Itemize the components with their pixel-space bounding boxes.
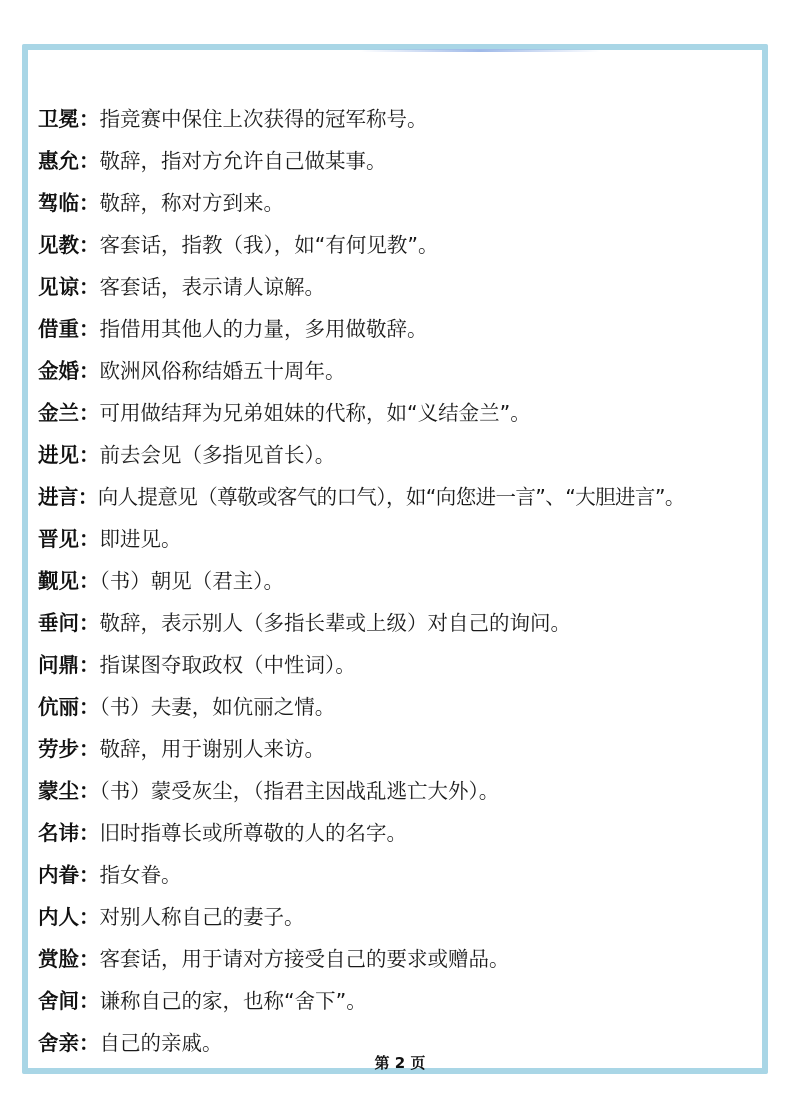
entry-term: 见教 (38, 233, 79, 257)
glossary-entry (38, 770, 768, 812)
entry-definition: 指借用其他人的力量，多用做敬辞。 (99, 317, 428, 341)
entry-term: 借重 (38, 317, 79, 341)
entry-term: 问鼎 (38, 653, 79, 677)
glossary-entry (38, 518, 768, 560)
glossary-entry (38, 728, 768, 770)
glossary-entry (38, 686, 768, 728)
entry-separator: ： (79, 233, 100, 257)
entry-term: 进言 (38, 485, 78, 509)
entry-separator: ： (79, 695, 100, 719)
entry-separator: ： (79, 191, 100, 215)
entry-separator: ： (79, 149, 100, 173)
entry-term: 垂问 (38, 611, 79, 635)
entry-definition: 谦称自己的家，也称“舍下”。 (99, 989, 367, 1013)
entry-definition: 指竞赛中保住上次获得的冠军称号。 (99, 107, 428, 131)
entry-definition: （书）夫妻，如伉丽之情。 (99, 695, 336, 719)
entry-definition: 敬辞，用于谢别人来访。 (99, 737, 325, 761)
glossary-entry (38, 476, 768, 518)
glossary-entry (38, 812, 768, 854)
entry-term: 舍间 (38, 989, 79, 1013)
entry-separator: ： (79, 653, 100, 677)
entry-separator: ： (79, 1031, 100, 1055)
entry-definition: 指女眷。 (99, 863, 182, 887)
entry-term: 伉丽 (38, 695, 79, 719)
entry-definition: 客套话，用于请对方接受自己的要求或赠品。 (99, 947, 510, 971)
entry-term: 晋见 (38, 527, 79, 551)
entry-term: 蒙尘 (38, 779, 79, 803)
glossary-entry (38, 854, 768, 896)
entry-term: 进见 (38, 443, 79, 467)
entry-separator: ： (79, 569, 100, 593)
glossary-entry (38, 308, 768, 350)
entry-definition: 客套话，指教（我），如“有何见教”。 (99, 233, 439, 257)
glossary-entry (38, 560, 768, 602)
entry-definition: 敬辞，称对方到来。 (99, 191, 284, 215)
entry-separator: ： (79, 401, 100, 425)
glossary-entry (38, 266, 768, 308)
entry-definition: 指谋图夺取政权（中性词）。 (99, 653, 356, 677)
entry-separator: ： (79, 359, 100, 383)
entry-separator: ： (77, 485, 98, 509)
entry-term: 见谅 (38, 275, 79, 299)
entry-separator: ： (79, 779, 100, 803)
glossary-entry (38, 896, 768, 938)
entry-definition: （书）朝见（君主）。 (99, 569, 284, 593)
page-number: 第 2 页 (374, 1054, 426, 1072)
entry-term: 觐见 (38, 569, 79, 593)
entry-separator: ： (79, 737, 100, 761)
entry-separator: ： (79, 905, 100, 929)
entry-definition: 敬辞，指对方允许自己做某事。 (99, 149, 387, 173)
entry-term: 劳步 (38, 737, 79, 761)
entry-definition: 旧时指尊长或所尊敬的人的名字。 (99, 821, 407, 845)
glossary-entry (38, 140, 768, 182)
entry-definition: 即进见。 (99, 527, 182, 551)
entry-separator: ： (79, 611, 100, 635)
top-accent-line (360, 49, 600, 52)
entry-term: 金兰 (38, 401, 79, 425)
glossary-entry (38, 392, 768, 434)
entry-term: 惠允 (38, 149, 79, 173)
entry-separator: ： (79, 947, 100, 971)
glossary-entry (38, 350, 768, 392)
entry-definition: 对别人称自己的妻子。 (99, 905, 305, 929)
entry-term: 驾临 (38, 191, 79, 215)
entry-separator: ： (79, 863, 100, 887)
glossary-entry (38, 182, 768, 224)
glossary-list (38, 98, 768, 1064)
entry-separator: ： (79, 527, 100, 551)
glossary-entry (38, 980, 768, 1022)
glossary-entry (38, 98, 768, 140)
glossary-entry (38, 434, 768, 476)
glossary-entry (38, 644, 768, 686)
entry-separator: ： (79, 443, 100, 467)
entry-definition: 客套话，表示请人谅解。 (99, 275, 325, 299)
entry-definition: 自己的亲戚。 (99, 1031, 223, 1055)
entry-definition: （书）蒙受灰尘，（指君主因战乱逃亡大外）。 (99, 779, 500, 803)
glossary-entry (38, 224, 768, 266)
entry-term: 卫冕 (38, 107, 79, 131)
entry-separator: ： (79, 821, 100, 845)
glossary-entry (38, 938, 768, 980)
entry-definition: 向人提意见（尊敬或客气的口气），如“向您进一言”、“大胆进言”。 (97, 485, 685, 509)
entry-definition: 前去会见（多指见首长）。 (99, 443, 336, 467)
entry-term: 名讳 (38, 821, 79, 845)
glossary-entry (38, 602, 768, 644)
entry-term: 金婚 (38, 359, 79, 383)
entry-definition: 欧洲风俗称结婚五十周年。 (99, 359, 346, 383)
entry-term: 赏脸 (38, 947, 79, 971)
entry-term: 内人 (38, 905, 79, 929)
entry-definition: 可用做结拜为兄弟姐妹的代称，如“义结金兰”。 (99, 401, 531, 425)
entry-separator: ： (79, 107, 100, 131)
entry-definition: 敬辞，表示别人（多指长辈或上级）对自己的询问。 (99, 611, 571, 635)
entry-separator: ： (79, 989, 100, 1013)
entry-separator: ： (79, 275, 100, 299)
entry-term: 内眷 (38, 863, 79, 887)
entry-term: 舍亲 (38, 1031, 79, 1055)
entry-separator: ： (79, 317, 100, 341)
